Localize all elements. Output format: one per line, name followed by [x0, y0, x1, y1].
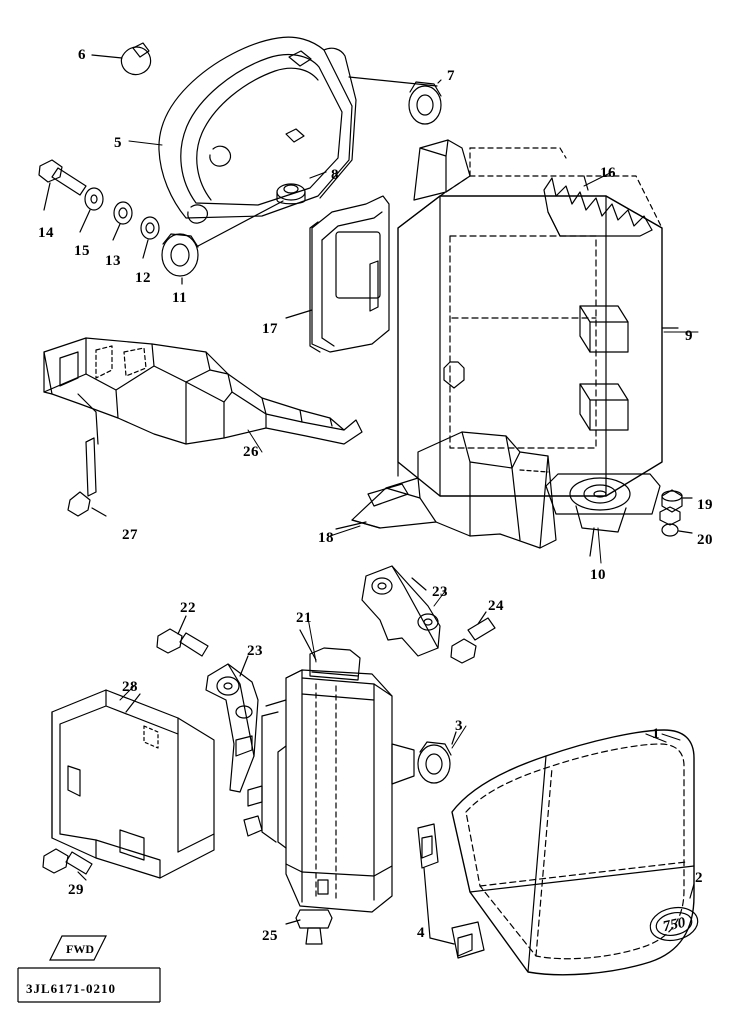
- callout-number-8: 8: [331, 167, 339, 183]
- fwd-label: FWD: [66, 942, 94, 956]
- callout-number-23: 23: [432, 584, 448, 600]
- emblem-750-text: 750: [661, 914, 687, 936]
- callout-number-10: 10: [590, 567, 606, 583]
- callout-number-16: 16: [600, 165, 616, 181]
- callout-number-19: 19: [697, 497, 713, 513]
- callout-number-25: 25: [262, 928, 278, 944]
- callout-number-5: 5: [114, 135, 122, 151]
- callout-number-27: 27: [122, 527, 138, 543]
- callout-number-14: 14: [38, 225, 54, 241]
- callout-number-20: 20: [697, 532, 713, 548]
- callout-number-11: 11: [172, 290, 188, 306]
- callout-number-1: 1: [652, 726, 660, 742]
- callout-number-21: 21: [296, 610, 312, 626]
- callout-number-7: 7: [447, 68, 455, 84]
- callout-number-18: 18: [318, 530, 334, 546]
- callout-number-15: 15: [74, 243, 90, 259]
- callout-number-9: 9: [685, 328, 693, 344]
- callout-number-22: 22: [180, 600, 196, 616]
- callout-number-3: 3: [455, 718, 463, 734]
- callout-number-6: 6: [78, 47, 86, 63]
- callout-number-24: 24: [488, 598, 504, 614]
- callout-number-17: 17: [262, 321, 278, 337]
- callout-number-2: 2: [695, 870, 703, 886]
- callout-number-29: 29: [68, 882, 84, 898]
- callout-number-13: 13: [105, 253, 121, 269]
- callout-number-28: 28: [122, 679, 138, 695]
- callout-number-4: 4: [417, 925, 425, 941]
- part-number-label: 3JL6171-0210: [26, 981, 116, 996]
- callout-number-12: 12: [135, 270, 151, 286]
- callout-number-26: 26: [243, 444, 259, 460]
- callout-number-23: 23: [247, 643, 263, 659]
